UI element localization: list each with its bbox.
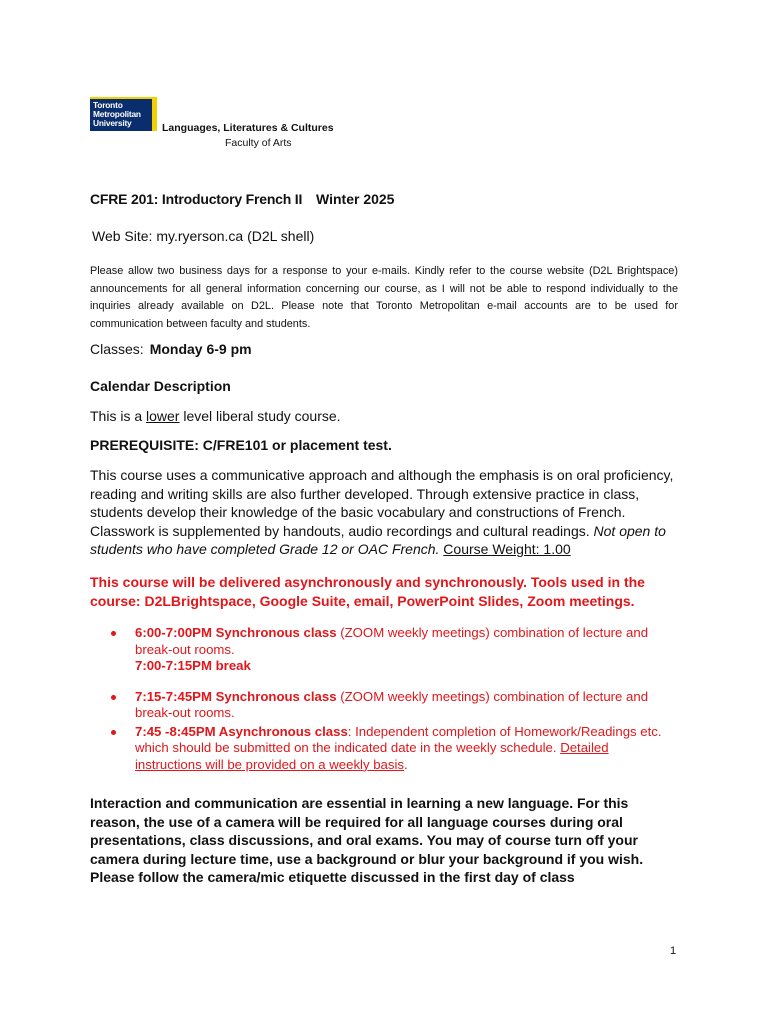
- university-logo: [90, 97, 157, 131]
- delivery-notice: This course will be delivered asynchronously and synchronously. Tools used in the course: D2LBrightspace, Google Suite, email, PowerPoint Slides, Zoom meetings.: [90, 574, 645, 609]
- classes-label: Classes:: [90, 341, 144, 357]
- faculty-name: Faculty of Arts: [225, 137, 292, 149]
- course-description: This course uses a communicative approach and although the emphasis is on oral proficiency, reading and writing skills are also further developed. Through extensive practice in class, students develop their knowledge of the basic vocabulary and constructions of French. Classwork is supplemented by handouts, audio recordings and cultural readings. Not open to students who have completed Grade 12 or OAC French. Course Weight: 1.00: [90, 467, 674, 557]
- bullet-icon: [111, 695, 116, 700]
- class-schedule: [90, 341, 252, 357]
- schedule-item: 7:15-7:45PM Synchronous class (ZOOM weekly meetings) combination of lecture and break-out rooms.: [108, 689, 668, 722]
- schedule-item: 6:00-7:00PM Synchronous class (ZOOM weekly meetings) combination of lecture and break-out rooms. 7:00-7:15PM break: [108, 625, 668, 675]
- camera-policy: Interaction and communication are essential in learning a new language. For this reason, the use of a camera will be required for all language courses during oral presentations, class discussions, and oral exams. You may of course turn off your camera during lecture time, use a background or blur your background if you wish. Please follow the camera/mic etiquette discussed in the first day of class: [90, 795, 644, 886]
- logo-wordmark: Toronto Metropolitan University: [93, 100, 141, 128]
- course-title: CFRE 201: Introductory French II: [90, 191, 303, 207]
- bullet-icon: [111, 730, 116, 735]
- prerequisite: PREREQUISITE: C/FRE101 or placement test.: [90, 437, 392, 453]
- email-notice: Please allow two business days for a response to your e-mails. Kindly refer to the course website (D2L Brightspace) announcements for all general information concerning our course, as I will not be able to respond individually to the inquiries already available on D2L. Please note that Toronto Metropolitan e-mail accounts are to be used for communication between faculty and students.: [90, 265, 678, 330]
- course-website: Web Site: my.ryerson.ca (D2L shell): [92, 228, 315, 244]
- course-weight: Course Weight: 1.00: [443, 541, 571, 557]
- course-term: Winter 2025: [316, 191, 395, 207]
- schedule-list: [108, 625, 668, 787]
- bullet-icon: [111, 631, 116, 636]
- restriction-note: Not open to students who have completed Grade 12 or OAC French.: [90, 522, 666, 557]
- page-number: 1: [670, 945, 677, 957]
- calendar-heading: Calendar Description: [90, 378, 231, 394]
- department-name: Languages, Literatures & Cultures: [162, 122, 334, 134]
- classes-value: Monday 6-9 pm: [149, 341, 252, 357]
- schedule-item: 7:45 -8:45PM Asynchronous class: Independent completion of Homework/Readings etc. which should be submitted on the indicated date in the weekly schedule. Detailed instructions will be provided on a weekly basis.: [108, 724, 668, 774]
- course-level: This is a lower level liberal study course.: [90, 408, 341, 424]
